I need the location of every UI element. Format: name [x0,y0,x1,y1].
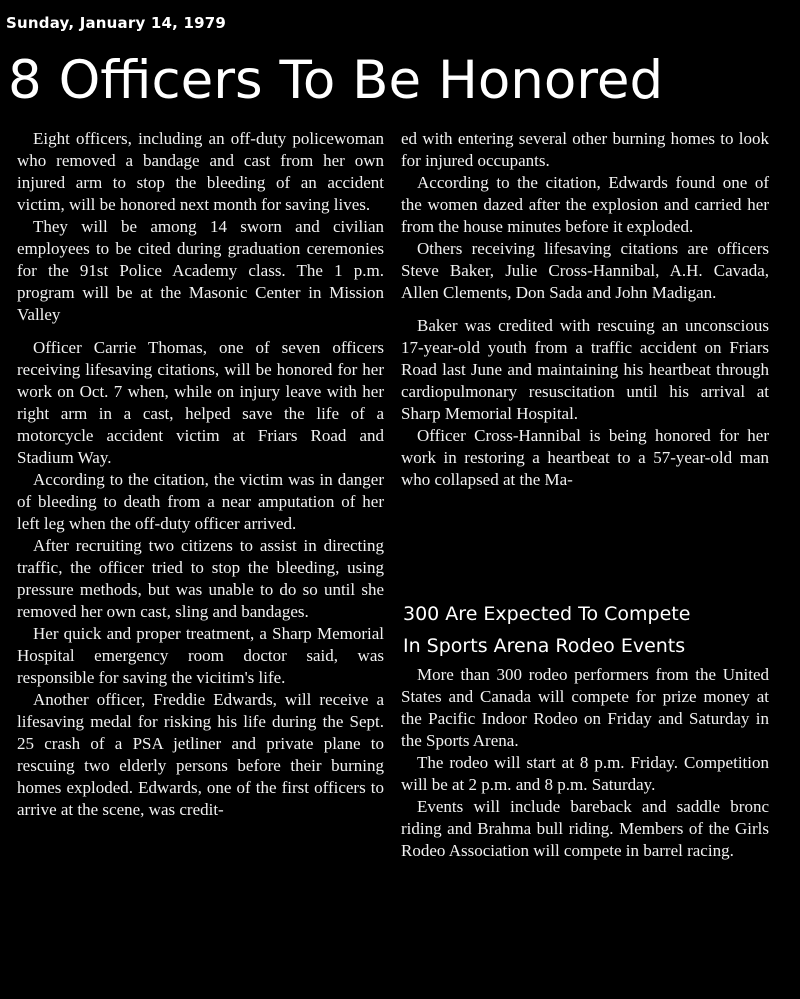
article-paragraph: Officer Carrie Thomas, one of seven officers receiving lifesaving citations, will be honored for her work on Oct. 7 when, while on injury leave with her right arm in a cast, helped save the life of a motorcycle accident victim at Friars Road and Stadium Way. [17,338,384,467]
article-paragraph: According to the citation, Edwards found one of the women dazed after the explosion and carried her from the house minutes before it exploded. [401,173,769,236]
article-paragraph: After recruiting two citizens to assist in directing traffic, the officer tried to stop the bleeding, using pressure methods, but was unable to do so until she removed her own cast, sling and bandages. [17,536,384,621]
article-paragraph: Others receiving lifesaving citations are officers Steve Baker, Julie Cross-Hannibal, A.H. Cavada, Allen Clements, Don Sada and John Madigan. [401,239,769,302]
rodeo-paragraph: The rodeo will start at 8 p.m. Friday. Competition will be at 2 p.m. and 8 p.m. Saturday. [401,753,769,794]
rodeo-paragraph: More than 300 rodeo performers from the United States and Canada will compete for prize money at the Pacific Indoor Rodeo on Friday and Saturday in the Sports Arena. [401,665,769,750]
dateline: Sunday, January 14, 1979 [6,14,227,32]
article-paragraph-continued: ed with entering several other burning homes to look for injured occupants. [401,129,769,170]
article-paragraph: Another officer, Freddie Edwards, will receive a lifesaving medal for risking his life during the Sept. 25 crash of a PSA jetliner and private plane to rescuing two elderly persons before their burning homes exploded. Edwards, one of the first officers to arrive at the scene, was credit- [17,690,384,819]
article-paragraph: Officer Cross-Hannibal is being honored for her work in restoring a heartbeat to a 57-year-old man who collapsed at the Ma- [401,426,769,489]
article-paragraph: Eight officers, including an off-duty policewoman who removed a bandage and cast from her own injured arm to stop the bleeding of an accident victim, will be honored next month for saving lives. [17,129,384,214]
article-paragraph: Baker was credited with rescuing an unconscious 17-year-old youth from a traffic accident on Friars Road last June and maintaining his heartbeat through cardiopulmonary resuscitation until his arrival at Sharp Memorial Hospital. [401,316,769,423]
page-headline: 8 Officers To Be Honored [8,50,664,111]
rodeo-headline-line-2: In Sports Arena Rodeo Events [403,635,686,657]
article-column-left [17,128,384,821]
rodeo-headline-line-1: 300 Are Expected To Compete [403,603,691,625]
rodeo-article-body [401,664,769,862]
article-paragraph: According to the citation, the victim was in danger of bleeding to death from a near amputation of her left leg when the off-duty officer arrived. [17,470,384,533]
article-paragraph: Her quick and proper treatment, a Sharp Memorial Hospital emergency room doctor said, was responsible for saving the vicitim's life. [17,624,384,687]
rodeo-paragraph: Events will include bareback and saddle bronc riding and Brahma bull riding. Members of the Girls Rodeo Association will compete in barrel racing. [401,797,769,860]
rodeo-article-headline [403,598,798,662]
article-paragraph: They will be among 14 sworn and civilian employees to be cited during graduation ceremonies for the 91st Police Academy class. The 1 p.m. program will be at the Masonic Center in Mission Valley [17,217,384,324]
article-column-right [401,128,769,491]
